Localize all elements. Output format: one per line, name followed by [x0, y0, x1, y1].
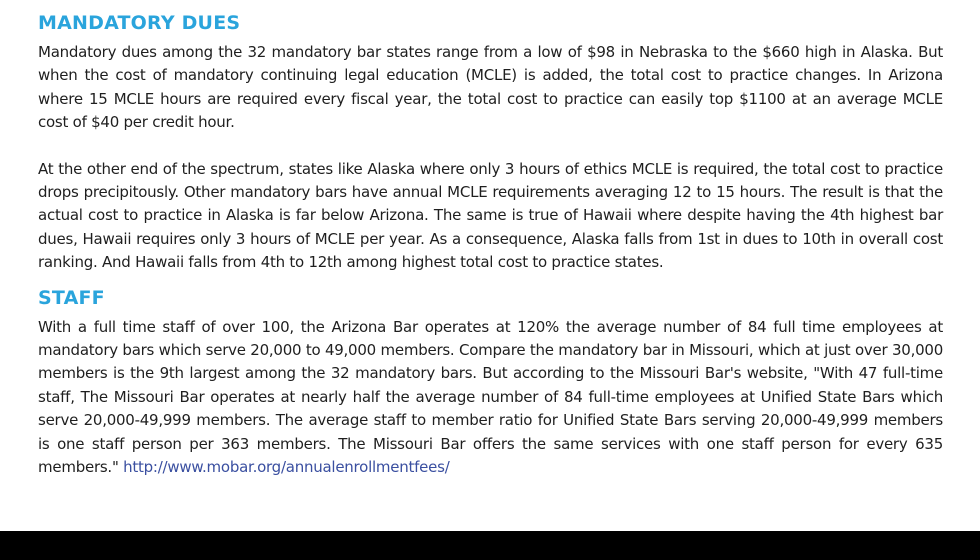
staff-heading: STAFF — [38, 286, 105, 309]
staff-paragraph-text: With a full time staff of over 100, the Arizona Bar operates at 120% the average number of 84 full time employees at mandatory bars which serve 20,000 to 49,000 members. Compare the mandatory bar in Missouri, which at just over 30,000 members is the 9th largest among the 32 mandatory bars. But according to the Missouri Bar's website, "With 47 full-time staff, The Missouri Bar operates at nearly half the average number of 84 full-time employees at Unified State Bars which serve 20,000-49,999 members. The average staff to member ratio for Unified State Bars serving 20,000-49,999 members is one staff person per 363 members. The Missouri Bar offers the same services with one staff person for every 635 members." — [38, 317, 943, 477]
staff-paragraph — [38, 316, 943, 480]
mandatory-dues-heading: MANDATORY DUES — [38, 12, 241, 34]
bottom-bar — [0, 531, 980, 560]
article-content — [38, 10, 943, 480]
mobar-source-link[interactable]: http://www.mobar.org/annualenrollmentfees/ — [123, 458, 450, 477]
mandatory-dues-paragraph-1: Mandatory dues among the 32 mandatory bar states range from a low of $98 in Nebraska to the $660 high in Alaska. But when the cost of mandatory continuing legal education (MCLE) is added, the total cost to practice changes. In Arizona where 15 MCLE hours are required every fiscal year, the total cost to practice can easily top $1100 at an average MCLE cost of $40 per credit hour. — [38, 43, 943, 132]
mandatory-dues-paragraph-2: At the other end of the spectrum, states like Alaska where only 3 hours of ethics MCLE is required, the total cost to practice drops precipitously. Other mandatory bars have annual MCLE requirements averaging 12 to 15 hours. The result is that the actual cost to practice in Alaska is far below Arizona. The same is true of Hawaii where despite having the 4th highest bar dues, Hawaii requires only 3 hours of MCLE per year. As a consequence, Alaska falls from 1st in dues to 10th in overall cost ranking. And Hawaii falls from 4th to 12th among highest total cost to practice states. — [38, 159, 943, 272]
